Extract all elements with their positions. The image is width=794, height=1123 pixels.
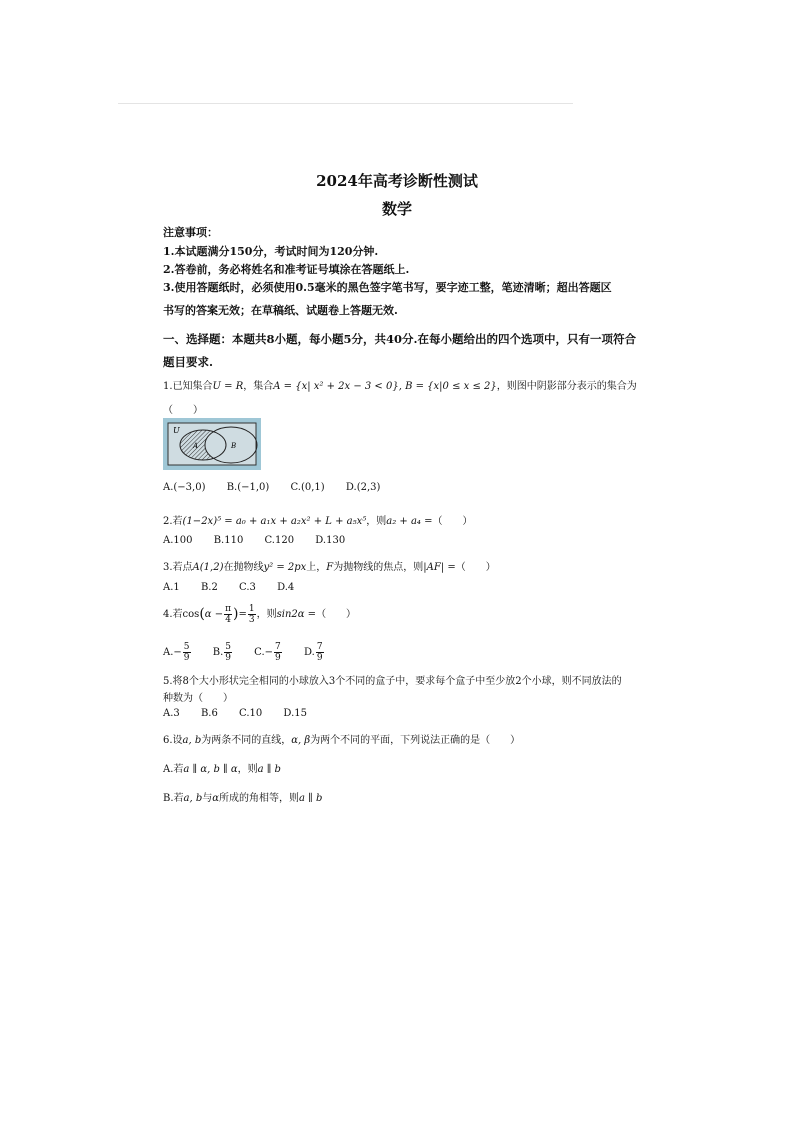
q4-options — [163, 642, 343, 663]
q4-text: 4.若 — [163, 609, 183, 620]
q4-text: ，则 — [256, 609, 277, 620]
q6-text: 为两条不同的直线， — [201, 735, 292, 746]
option-math: a, b — [183, 793, 203, 804]
q1-option-a[interactable]: A.(−3,0) — [163, 482, 206, 493]
q4-option-c[interactable] — [254, 642, 283, 663]
q3-ask: |AF| = — [423, 562, 456, 573]
venn-label-u: U — [173, 426, 180, 435]
option-text: B.若 — [163, 793, 184, 804]
q4-option-d[interactable] — [304, 642, 325, 663]
q1-set-b: , B = {x|0 ≤ x ≤ 2} — [398, 381, 497, 392]
q5-option-c[interactable]: C.10 — [239, 708, 263, 719]
question-4 — [163, 604, 356, 625]
q1-text: ，则图中阴影部分表示的集合为 — [496, 381, 637, 392]
question-3 — [163, 558, 496, 573]
option-math: α — [212, 793, 220, 804]
q3-focus: F — [326, 562, 334, 573]
question-2 — [163, 512, 473, 527]
q4-paren-close: ) — [233, 606, 239, 622]
q1-option-c[interactable]: C.(0,1) — [290, 482, 325, 493]
q1-set-a: A = {x| x² + 2x − 3 < 0} — [273, 381, 399, 392]
q3-text: 上， — [306, 562, 327, 573]
q4-pi-over-4 — [224, 604, 232, 625]
q2-option-d[interactable]: D.130 — [315, 535, 346, 546]
q5-option-b[interactable]: B.6 — [200, 708, 218, 719]
q5-option-d[interactable]: D.15 — [283, 708, 307, 719]
option-math: a ∥ α, b ∥ α — [183, 764, 238, 775]
q2-expansion: (1−2x)⁵ = a₀ + a₁x + a₂x² + L + a₅x⁵ — [182, 516, 367, 527]
notice-heading: 注意事项： — [163, 226, 218, 239]
q3-text: 3.若点 — [163, 562, 193, 573]
option-label: D. — [303, 647, 315, 658]
venn-diagram — [163, 418, 261, 470]
q3-text: 为抛物线的焦点，则 — [333, 562, 424, 573]
option-label: B. — [212, 647, 224, 658]
venn-label-b: B — [231, 442, 237, 450]
option-fraction — [224, 642, 232, 663]
notice-item-2: 2.答卷前，务必将姓名和准考证号填涂在答题纸上. — [163, 263, 410, 276]
q4-alpha: α − — [204, 609, 224, 620]
frac-num: 7 — [316, 642, 323, 652]
q2-text: 2.若 — [163, 516, 183, 527]
q4-ask: sin2α = — [276, 609, 317, 620]
q1-text: 1.已知集合 — [163, 381, 213, 392]
option-sign: − — [264, 647, 274, 658]
q4-one-third — [248, 604, 256, 625]
frac-den: 9 — [275, 653, 281, 663]
header-rule — [118, 103, 573, 104]
option-math: a ∥ b — [257, 764, 281, 775]
q3-text: 在抛物线 — [223, 562, 264, 573]
frac-num: 1 — [248, 604, 255, 614]
q6-option-b[interactable] — [163, 789, 322, 804]
q1-universe: U = R — [212, 381, 244, 392]
q4-answer-paren: （ ） — [316, 609, 357, 620]
q3-answer-paren: （ ） — [455, 562, 496, 573]
q6-option-a[interactable] — [163, 760, 281, 775]
q2-option-c[interactable]: C.120 — [264, 535, 295, 546]
q3-option-b[interactable]: B.2 — [200, 582, 218, 593]
frac-den: 9 — [225, 653, 231, 663]
notice-item-3-cont: 书写的答案无效；在草稿纸、试题卷上答题无效. — [163, 304, 398, 317]
q1-option-b[interactable]: B.(−1,0) — [226, 482, 270, 493]
frac-num: π — [225, 604, 232, 614]
q2-option-a[interactable]: A.100 — [163, 535, 193, 546]
frac-den: 4 — [225, 615, 231, 625]
option-label: C. — [254, 647, 265, 658]
option-text: 所成的角相等，则 — [219, 793, 300, 804]
option-text: ，则 — [237, 764, 258, 775]
option-sign: − — [173, 647, 182, 658]
q2-option-b[interactable]: B.110 — [213, 535, 244, 546]
notice-item-3: 3.使用答题纸时，必须使用0.5毫米的黑色签字笔书写，要字迹工整，笔迹清晰；超出答题区 — [163, 281, 612, 294]
question-5: 5.将8个大小形状完全相同的小球放入3个不同的盒子中，要求每个盒子中至少放2个小球，则不同放法的 — [163, 676, 622, 687]
option-text: 与 — [202, 793, 213, 804]
q4-paren-open: ( — [199, 606, 205, 622]
frac-num: 5 — [225, 642, 231, 652]
venn-label-a: A — [193, 442, 199, 450]
q4-option-b[interactable] — [213, 642, 233, 663]
option-text: A.若 — [163, 764, 184, 775]
q4-equals: = — [238, 609, 247, 620]
frac-num: 5 — [183, 642, 190, 652]
q3-parabola: y² = 2px — [263, 562, 307, 573]
subject-title: 数学 — [381, 200, 412, 218]
notice-item-1: 1.本试题满分150分，考试时间为120分钟. — [163, 245, 379, 258]
q6-text: 6.设 — [163, 735, 183, 746]
q5-option-a[interactable]: A.3 — [163, 708, 180, 719]
q1-option-d[interactable]: D.(2,3) — [345, 482, 381, 493]
frac-den: 9 — [316, 653, 323, 663]
q3-option-d[interactable]: D.4 — [277, 582, 295, 593]
frac-num: 7 — [275, 642, 281, 652]
q3-option-a[interactable]: A.1 — [163, 582, 180, 593]
q1-answer-paren: （ ） — [163, 405, 203, 416]
q3-option-c[interactable]: C.3 — [239, 582, 256, 593]
frac-den: 3 — [248, 615, 255, 625]
option-label: A. — [163, 647, 174, 658]
q6-lines: a, b — [182, 735, 202, 746]
question-6 — [163, 731, 520, 746]
q3-options — [163, 582, 312, 593]
q2-options — [163, 535, 363, 546]
frac-den: 9 — [183, 653, 190, 663]
exam-title: 2024年高考诊断性测试 — [316, 172, 478, 190]
question-1 — [163, 377, 637, 392]
option-fraction — [274, 642, 282, 663]
q1-options — [163, 482, 398, 493]
q2-answer-paren: （ ） — [432, 516, 473, 527]
option-fraction — [316, 642, 324, 663]
q4-cos: cos — [182, 609, 200, 620]
question-5-cont: 种数为（ ） — [163, 693, 233, 704]
section-heading: 一、选择题：本题共8小题，每小题5分，共40分.在每小题给出的四个选项中，只有一项符合 — [163, 332, 637, 346]
q5-options — [163, 708, 325, 719]
q4-option-a[interactable] — [163, 642, 192, 663]
q6-text: 为两个不同的平面，下列说法正确的是（ ） — [310, 735, 521, 746]
q3-point: A(1,2) — [192, 562, 224, 573]
q2-ask: a₂ + a₄ = — [386, 516, 433, 527]
section-heading-cont: 题目要求. — [163, 355, 214, 369]
q6-planes: α, β — [291, 735, 311, 746]
option-fraction — [183, 642, 191, 663]
q2-text: ，则 — [366, 516, 387, 527]
q1-text: ，集合 — [243, 381, 274, 392]
option-math: a ∥ b — [299, 793, 323, 804]
